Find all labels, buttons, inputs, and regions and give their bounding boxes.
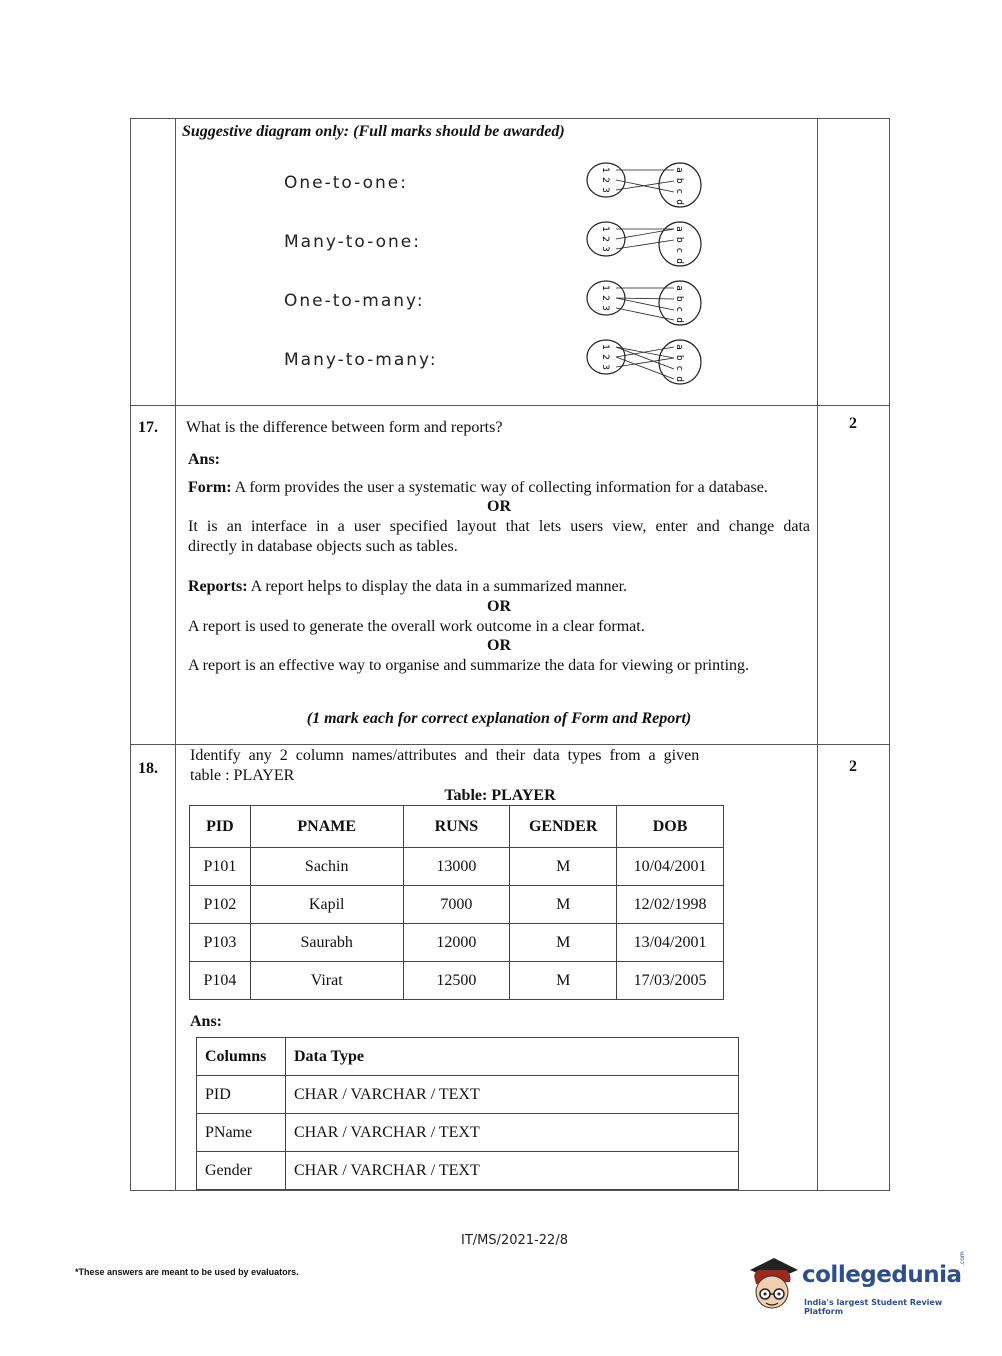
set-element-right: d (674, 258, 684, 264)
header-runs: RUNS (403, 806, 510, 848)
marking-scheme-17: (1 mark each for correct explanation of Form and Report) (306, 710, 692, 727)
table-title: Table: PLAYER (444, 787, 556, 804)
set-element-left: 3 (600, 364, 610, 370)
set-element-left: 3 (600, 187, 610, 193)
brand-name: collegedunia (802, 1262, 962, 1288)
table-row (190, 848, 724, 886)
set-element-right: b (674, 236, 684, 243)
table-row (190, 962, 724, 1000)
cell: 13/04/2001 (617, 924, 724, 962)
or-separator: OR (487, 598, 511, 615)
marks-18: 2 (849, 758, 857, 775)
set-element-left: 2 (600, 295, 610, 301)
cell: M (510, 924, 617, 962)
relation-diagrams (580, 158, 710, 390)
set-element-right: a (674, 344, 684, 350)
cell: CHAR / VARCHAR / TEXT (285, 1152, 738, 1190)
table-row (190, 924, 724, 962)
set-element-right: b (674, 295, 684, 302)
cell: Sachin (250, 848, 403, 886)
header-gender: GENDER (510, 806, 617, 848)
cell: P103 (190, 924, 251, 962)
report-text: A report helps to display the data in a summarized manner. (247, 578, 628, 595)
mapping-one-to-one (587, 163, 701, 207)
set-element-right: a (674, 285, 684, 291)
set-element-left: 1 (600, 285, 610, 291)
table-row (190, 886, 724, 924)
table-row (197, 1152, 739, 1190)
form-alt-line2: directly in database objects such as tables. (188, 538, 458, 555)
brand-tagline: India's largest Student Review Platform (804, 1298, 943, 1316)
question-18-line1: Identify any 2 column names/attributes and their data types from a given (190, 747, 700, 764)
table-row (197, 1076, 739, 1114)
set-element-left: 1 (600, 167, 610, 173)
answer-label-18: Ans: (190, 1013, 223, 1030)
cell: Kapil (250, 886, 403, 924)
player-table-header (190, 806, 724, 848)
answer-label-17: Ans: (188, 451, 221, 468)
evaluator-note: *These answers are meant to be used by evaluators. (75, 1267, 299, 1277)
report-definition (188, 577, 818, 597)
question-17-text: What is the difference between form and reports? (186, 419, 503, 436)
relation-label-many-to-one: Many-to-one: (284, 232, 421, 252)
set-element-right: d (674, 376, 684, 382)
cell: Gender (197, 1152, 286, 1190)
page-code: IT/MS/2021-22/8 (461, 1233, 568, 1248)
cell: Saurabh (250, 924, 403, 962)
form-alt-line1: It is an interface in a user specified layout that lets users view, enter and change data (188, 518, 810, 535)
set-element-left: 3 (600, 246, 610, 252)
header-pid: PID (190, 806, 251, 848)
header-data-type: Data Type (285, 1038, 738, 1076)
diagram-caption: Suggestive diagram only: (Full marks should be awarded) (182, 123, 565, 140)
cell: 10/04/2001 (617, 848, 724, 886)
report-alt2: A report is an effective way to organise and summarize the data for viewing or printing. (188, 657, 750, 674)
cell: P102 (190, 886, 251, 924)
answer-table-header (197, 1038, 739, 1076)
cell: 12000 (403, 924, 510, 962)
or-separator: OR (487, 637, 511, 654)
set-element-right: c (674, 247, 684, 253)
question-number-17: 17. (138, 419, 158, 436)
player-table (189, 805, 724, 1000)
header-dob: DOB (617, 806, 724, 848)
marks-17: 2 (849, 415, 857, 432)
set-element-right: c (674, 365, 684, 371)
brand-suffix: .com (959, 1251, 966, 1266)
or-separator: OR (487, 498, 511, 515)
set-element-right: d (674, 317, 684, 323)
set-element-right: b (674, 354, 684, 361)
cell: P104 (190, 962, 251, 1000)
set-element-right: a (674, 167, 684, 173)
mapping-one-to-many (587, 281, 701, 325)
set-element-right: d (674, 199, 684, 205)
set-element-left: 1 (600, 344, 610, 350)
cell: 7000 (403, 886, 510, 924)
cell: 12500 (403, 962, 510, 1000)
cell: PName (197, 1114, 286, 1152)
set-element-right: a (674, 226, 684, 232)
mapping-many-to-many (587, 340, 701, 384)
cell: M (510, 886, 617, 924)
graduate-mascot-icon (742, 1252, 800, 1314)
question-number-18: 18. (138, 760, 158, 777)
relation-label-one-to-one: One-to-one: (284, 173, 408, 193)
set-element-left: 2 (600, 354, 610, 360)
set-element-left: 2 (600, 236, 610, 242)
cell: PID (197, 1076, 286, 1114)
cell: CHAR / VARCHAR / TEXT (285, 1114, 738, 1152)
set-element-left: 2 (600, 177, 610, 183)
form-definition (188, 478, 818, 498)
cell: 13000 (403, 848, 510, 886)
table-row (197, 1114, 739, 1152)
report-alt1: A report is used to generate the overall work outcome in a clear format. (188, 618, 645, 635)
set-element-left: 1 (600, 226, 610, 232)
cell: M (510, 962, 617, 1000)
form-text: A form provides the user a systematic way of collecting information for a database. (231, 479, 768, 496)
cell: CHAR / VARCHAR / TEXT (285, 1076, 738, 1114)
cell: 12/02/1998 (617, 886, 724, 924)
cell: Virat (250, 962, 403, 1000)
collegedunia-logo[interactable] (742, 1250, 972, 1320)
answer-table-18 (196, 1037, 739, 1190)
relation-label-many-to-many: Many-to-many: (284, 350, 438, 370)
form-label: Form: (188, 479, 232, 496)
header-columns: Columns (197, 1038, 286, 1076)
set-element-right: b (674, 177, 684, 184)
mapping-many-to-one (587, 222, 701, 266)
question-18-line2: table : PLAYER (190, 767, 295, 784)
cell: M (510, 848, 617, 886)
relation-label-one-to-many: One-to-many: (284, 291, 425, 311)
set-element-left: 3 (600, 305, 610, 311)
report-label: Reports: (188, 578, 248, 595)
set-element-right: c (674, 188, 684, 194)
cell: 17/03/2005 (617, 962, 724, 1000)
cell: P101 (190, 848, 251, 886)
set-element-right: c (674, 306, 684, 312)
header-pname: PNAME (250, 806, 403, 848)
